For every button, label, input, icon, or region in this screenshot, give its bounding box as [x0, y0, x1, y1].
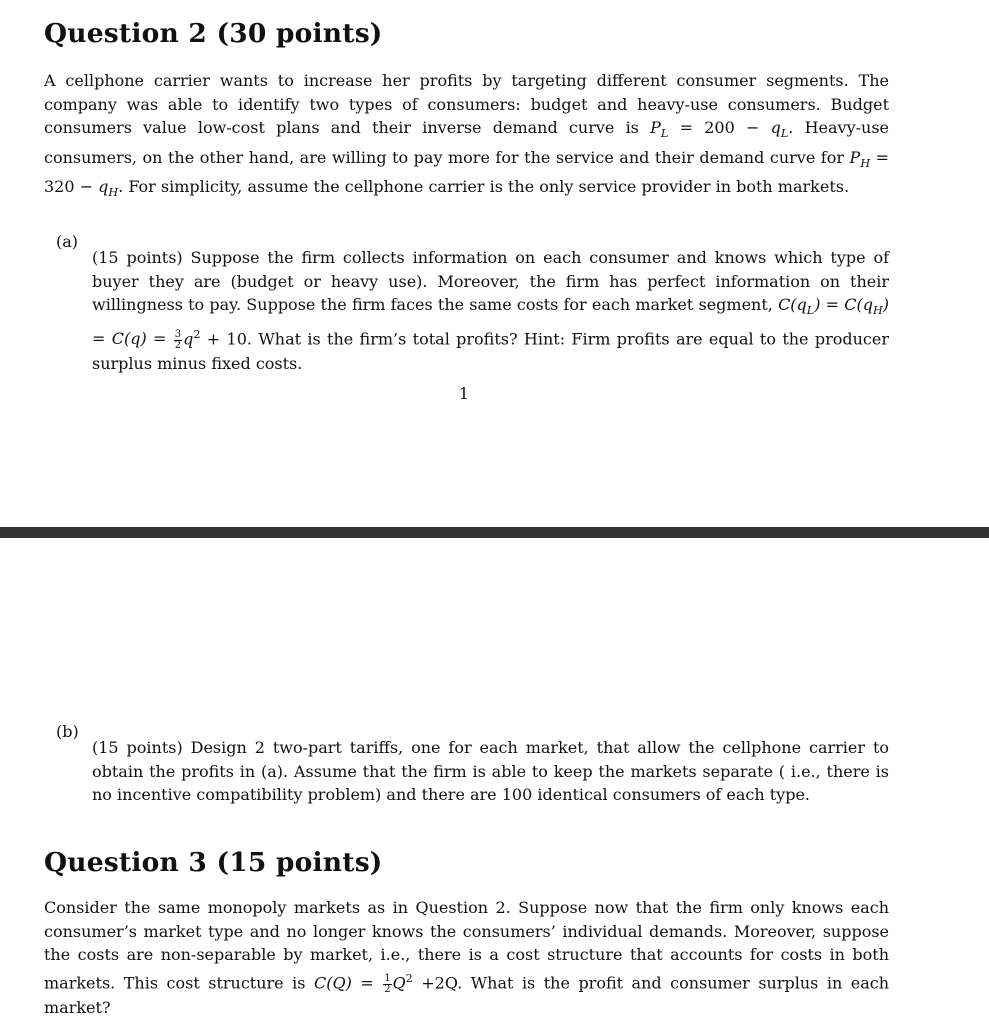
part-a-label: (a): [56, 232, 79, 251]
question-3-text: Consider the same monopoly markets as in Question 2. Suppose now that the firm only knows each consumer’s market type and no longer knows the consumers’ individual demands. Moreover, suppose the costs are non-separable by market, i.e., there is a cost structure that accounts for costs in both markets. This cost structure is C(Q) = $\frac{1}{2}$ $Q^2 +2Q$. What is the profit and consumer surplus in each market?: [44, 898, 890, 1017]
eq-PH: $P_H$: [849, 147, 871, 170]
part-a: [56, 230, 889, 391]
question-3-block: [44, 847, 889, 1019]
question-2-block: [44, 18, 889, 205]
part-b-label: (b): [56, 722, 79, 741]
cost-function-eq: $C(q_L) = C(q_H) = C(q)$ =: [92, 295, 889, 349]
page-separator: [0, 527, 989, 538]
intro-text-b: . Heavy-use consumers, on the other hand, are willing to pay more for the service and their demand curve for: [44, 118, 890, 167]
eq-PL: $P_L$: [650, 118, 669, 141]
page-number: 1: [458, 384, 470, 403]
part-a-text: (15 points) Suppose the firm collects information on each consumer and knows which type of buyer they are (budget or heavy use). Moreover, the firm has perfect information on their willingness to pay. Suppose the firm faces the same costs for each market segment, $C(q_L) = C(q_H) = C(q)$ = $\frac{3}{2}$ $q^2 + 10$. What is the firm’s total profits? Hint: Firm profits are equal to the producer surplus minus fixed costs.: [92, 248, 889, 373]
question-2-title: Question 2 (30 points): [44, 18, 383, 49]
question-2-intro: A cellphone carrier wants to increase her profits by targeting different consumer segments. The company was able to identify two types of consumers: budget and heavy-use consumers. Budget consumers value low-cost plans and their inverse demand curve is $P_L = 200 - q_L$. Heavy-use consumers, on the other hand, are willing to pay more for the service and their demand curve for $P_H = 320 - q_H$. For simplicity, assume the cellphone carrier is the only service provider in both markets.: [44, 71, 890, 200]
eq-qH: $q_H$: [98, 177, 119, 200]
intro-text-a: A cellphone carrier wants to increase her profits by targeting different consumer segments. The company was able to identify two types of consumers: budget and heavy-use consumers. Budget consumers value low-cost plans and their inverse demand curve is: [44, 71, 889, 137]
fraction-three-halves: $\frac{3}{2}$: [174, 329, 182, 352]
part-b-text: (15 points) Design 2 two-part tariffs, one for each market, that allow the cellphone carrier to obtain the profits in (a). Assume that the firm is able to keep the markets separate ( i.e., there is no incentive compatibility problem) and there are 100 identical consumers of each type.: [92, 738, 889, 804]
page-2: [0, 538, 989, 1024]
cost-structure-eq: C(Q) =: [313, 972, 383, 992]
intro-text-c: . For simplicity, assume the cellphone carrier is the only service provider in both markets.: [118, 177, 850, 197]
question-3-title: Question 3 (15 points): [44, 847, 383, 878]
eq-qL: $q_L$: [770, 118, 789, 141]
fraction-one-half: $\frac{1}{2}$: [384, 972, 391, 996]
part-b: [56, 720, 889, 823]
